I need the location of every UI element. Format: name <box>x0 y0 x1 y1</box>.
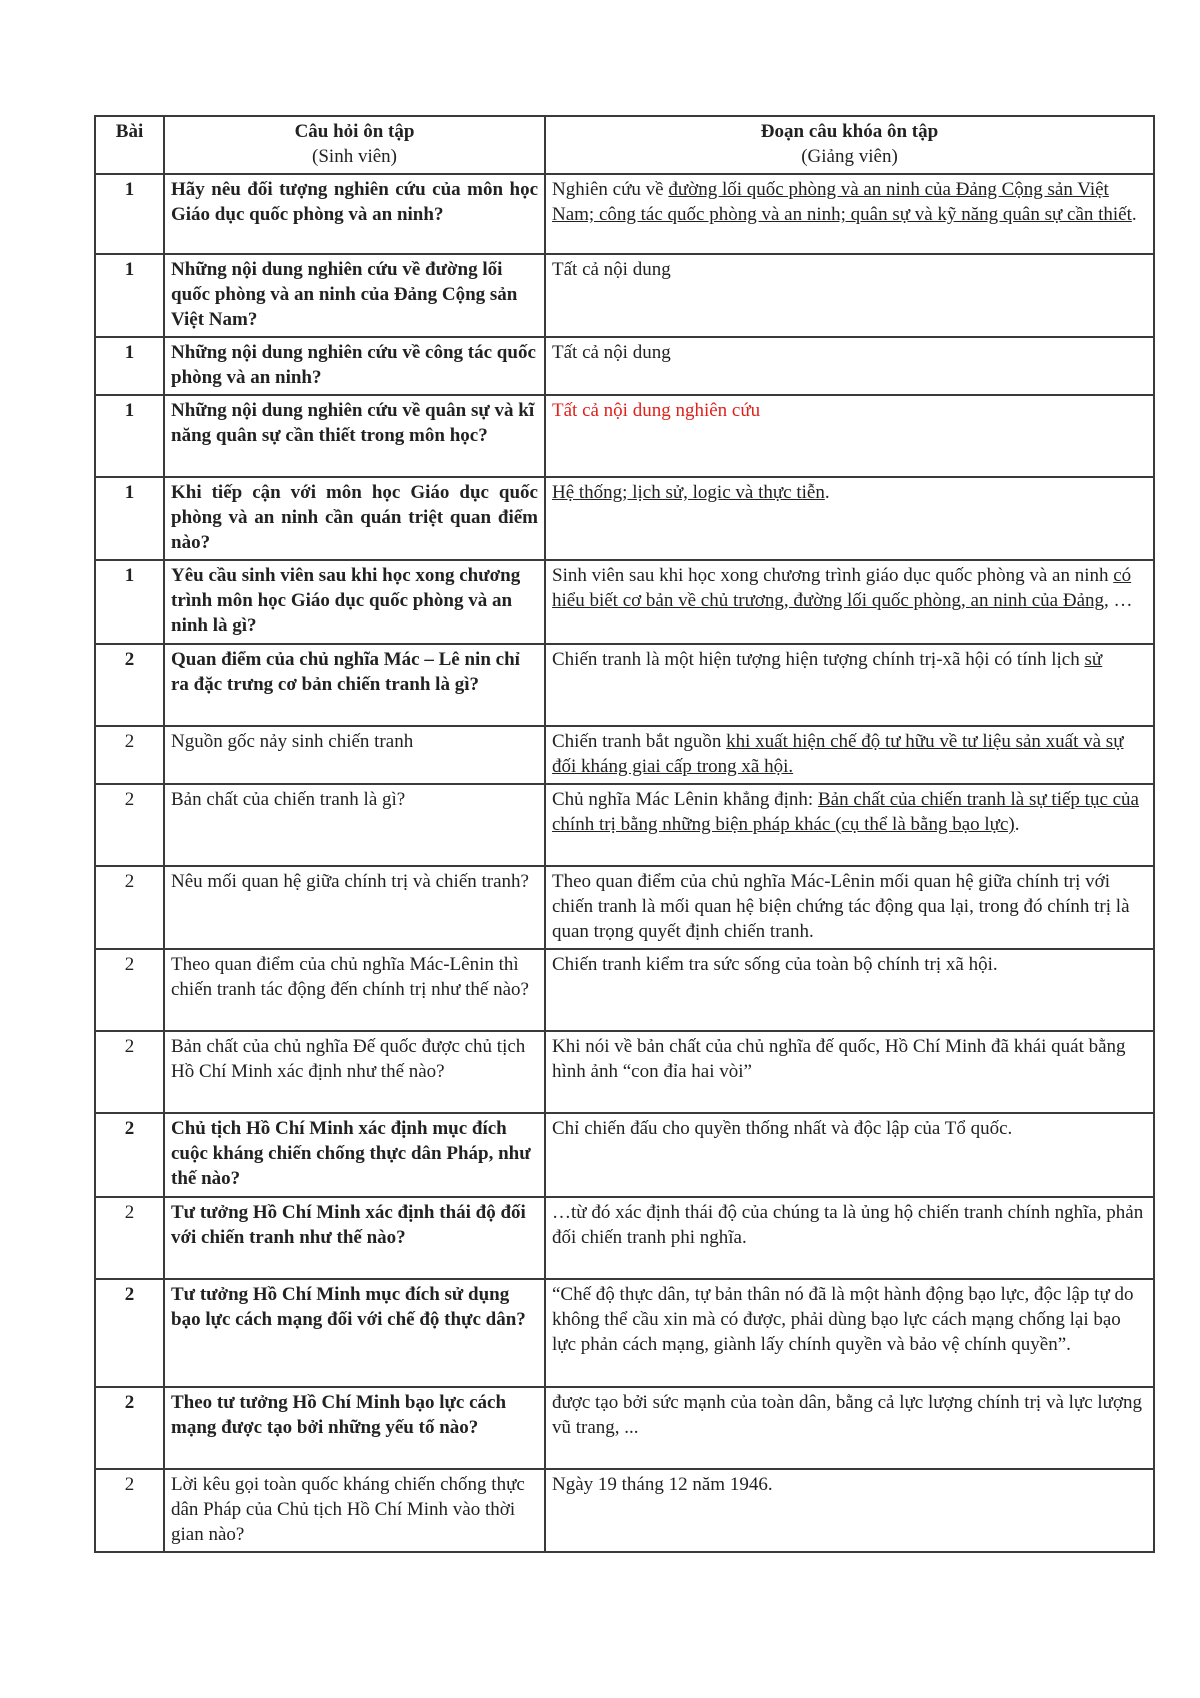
header-answer <box>545 116 1154 174</box>
table-row <box>95 1197 1154 1279</box>
row-bai: 1 <box>95 337 164 395</box>
answer-text: Chủ nghĩa Mác Lênin khẳng định: <box>552 789 818 810</box>
answer-underlined: có hiểu biết cơ bản về chủ trương, đường lối quốc phòng, an ninh của Đảng, <box>552 565 1132 611</box>
table-row <box>95 1279 1154 1387</box>
answer-tail: … <box>1108 590 1133 611</box>
row-question: Hãy nêu đối tượng nghiên cứu của môn học Giáo dục quốc phòng và an ninh? <box>164 174 545 254</box>
table-row <box>95 644 1154 726</box>
row-question: Tư tưởng Hồ Chí Minh xác định thái độ đối với chiến tranh như thế nào? <box>164 1197 545 1279</box>
table-row <box>95 949 1154 1031</box>
row-question: Chủ tịch Hồ Chí Minh xác định mục đích cuộc kháng chiến chống thực dân Pháp, như thế nào? <box>164 1113 545 1197</box>
answer-text: Sinh viên sau khi học xong chương trình giáo dục quốc phòng và an ninh <box>552 565 1114 586</box>
answer-tail: . <box>1131 204 1137 225</box>
table-row <box>95 784 1154 866</box>
row-bai: 1 <box>95 174 164 254</box>
row-question: Những nội dung nghiên cứu về công tác quốc phòng và an ninh? <box>164 337 545 395</box>
header-question-title: Câu hỏi ôn tập <box>294 121 415 142</box>
row-answer: Theo quan điểm của chủ nghĩa Mác-Lênin mối quan hệ giữa chính trị với chiến tranh là mối quan hệ biện chứng tác động qua lại, trong đó chính trị là quan trọng quyết định chiến tranh. <box>545 866 1154 949</box>
answer-tail: . <box>1014 814 1020 835</box>
row-question: Tư tưởng Hồ Chí Minh mục đích sử dụng bạo lực cách mạng đối với chế độ thực dân? <box>164 1279 545 1387</box>
table-row <box>95 1113 1154 1197</box>
row-bai: 2 <box>95 1469 164 1552</box>
row-bai: 2 <box>95 949 164 1031</box>
row-question: Bản chất của chủ nghĩa Đế quốc được chủ tịch Hồ Chí Minh xác định như thế nào? <box>164 1031 545 1113</box>
row-answer: Ngày 19 tháng 12 năm 1946. <box>545 1469 1154 1552</box>
row-question: Khi tiếp cận với môn học Giáo dục quốc phòng và an ninh cần quán triệt quan điểm nào? <box>164 477 545 560</box>
row-question: Bản chất của chiến tranh là gì? <box>164 784 545 866</box>
table-row <box>95 560 1154 644</box>
row-question: Nêu mối quan hệ giữa chính trị và chiến tranh? <box>164 866 545 949</box>
row-answer: “Chế độ thực dân, tự bản thân nó đã là một hành động bạo lực, độc lập tự do không thể cầu xin mà có được, phải dùng bạo lực cách mạng chống lại bạo lực phản cách mạng, giành lấy chính quyền và bảo vệ chính quyền”. <box>545 1279 1154 1387</box>
row-bai: 2 <box>95 1031 164 1113</box>
table-row <box>95 477 1154 560</box>
table-row <box>95 395 1154 477</box>
row-answer: Chỉ chiến đấu cho quyền thống nhất và độc lập của Tổ quốc. <box>545 1113 1154 1197</box>
table-row <box>95 1387 1154 1469</box>
answer-underlined: khi xuất hiện chế độ tư hữu về tư liệu sản xuất và sự đối kháng giai cấp trong xã hội. <box>552 731 1124 777</box>
row-answer: Chiến tranh kiểm tra sức sống của toàn bộ chính trị xã hội. <box>545 949 1154 1031</box>
table-row <box>95 254 1154 337</box>
row-answer <box>545 644 1154 726</box>
row-answer <box>545 174 1154 254</box>
row-bai: 2 <box>95 1279 164 1387</box>
row-bai: 1 <box>95 254 164 337</box>
header-question-sub: (Sinh viên) <box>312 146 397 167</box>
table-row <box>95 726 1154 784</box>
row-question: Quan điểm của chủ nghĩa Mác – Lê nin chỉ ra đặc trưng cơ bản chiến tranh là gì? <box>164 644 545 726</box>
header-answer-title: Đoạn câu khóa ôn tập <box>760 121 939 142</box>
header-question <box>164 116 545 174</box>
row-question: Yêu cầu sinh viên sau khi học xong chương trình môn học Giáo dục quốc phòng và an ninh là gì? <box>164 560 545 644</box>
row-bai: 2 <box>95 784 164 866</box>
table-header-row <box>95 116 1154 174</box>
row-question: Theo tư tưởng Hồ Chí Minh bạo lực cách mạng được tạo bởi những yếu tố nào? <box>164 1387 545 1469</box>
row-bai: 2 <box>95 1387 164 1469</box>
row-answer: Tất cả nội dung <box>545 337 1154 395</box>
answer-underlined: đường lối quốc phòng và an ninh của Đảng Cộng sản Việt Nam; công tác quốc phòng và an ninh; quân sự và kỹ năng quân sự cần thiết <box>552 179 1132 225</box>
answer-text: Chiến tranh bắt nguồn <box>552 731 727 752</box>
row-bai: 1 <box>95 477 164 560</box>
row-bai: 1 <box>95 560 164 644</box>
table-row <box>95 337 1154 395</box>
answer-text: Nghiên cứu về <box>552 179 669 200</box>
row-answer <box>545 560 1154 644</box>
row-question: Những nội dung nghiên cứu về quân sự và kĩ năng quân sự cần thiết trong môn học? <box>164 395 545 477</box>
row-answer: …từ đó xác định thái độ của chúng ta là ủng hộ chiến tranh chính nghĩa, phản đối chiến tranh phi nghĩa. <box>545 1197 1154 1279</box>
answer-underlined: Hệ thống; lịch sử, logic và thực tiễn <box>552 482 825 503</box>
row-question: Lời kêu gọi toàn quốc kháng chiến chống thực dân Pháp của Chủ tịch Hồ Chí Minh vào thời gian nào? <box>164 1469 545 1552</box>
row-answer <box>545 477 1154 560</box>
table-row <box>95 866 1154 949</box>
row-question: Nguồn gốc nảy sinh chiến tranh <box>164 726 545 784</box>
table-row <box>95 1031 1154 1113</box>
row-answer: Tất cả nội dung <box>545 254 1154 337</box>
header-bai: Bài <box>95 116 164 174</box>
answer-tail: . <box>824 482 830 503</box>
row-bai: 2 <box>95 644 164 726</box>
answer-underlined: Bản chất của chiến tranh là sự tiếp tục của chính trị bằng những biện pháp khác (cụ thể là bằng bạo lực) <box>552 789 1139 835</box>
row-bai: 1 <box>95 395 164 477</box>
header-answer-sub: (Giảng viên) <box>801 146 898 167</box>
review-document <box>94 115 1144 1553</box>
row-answer <box>545 784 1154 866</box>
row-bai: 2 <box>95 866 164 949</box>
answer-text: Chiến tranh là một hiện tượng hiện tượng chính trị-xã hội có tính lịch <box>552 649 1085 670</box>
row-question: Những nội dung nghiên cứu về đường lối quốc phòng và an ninh của Đảng Cộng sản Việt Nam? <box>164 254 545 337</box>
row-bai: 2 <box>95 1113 164 1197</box>
row-bai: 2 <box>95 726 164 784</box>
row-question: Theo quan điểm của chủ nghĩa Mác-Lênin thì chiến tranh tác động đến chính trị như thế nào? <box>164 949 545 1031</box>
answer-underlined: sử <box>1084 649 1103 670</box>
row-answer <box>545 726 1154 784</box>
row-answer: Khi nói về bản chất của chủ nghĩa đế quốc, Hồ Chí Minh đã khái quát bằng hình ảnh “con đỉa hai vòi” <box>545 1031 1154 1113</box>
row-bai: 2 <box>95 1197 164 1279</box>
row-answer: được tạo bởi sức mạnh của toàn dân, bằng cả lực lượng chính trị và lực lượng vũ trang, ... <box>545 1387 1154 1469</box>
table-row <box>95 174 1154 254</box>
table-row <box>95 1469 1154 1552</box>
review-table <box>94 115 1155 1553</box>
row-answer: Tất cả nội dung nghiên cứu <box>545 395 1154 477</box>
